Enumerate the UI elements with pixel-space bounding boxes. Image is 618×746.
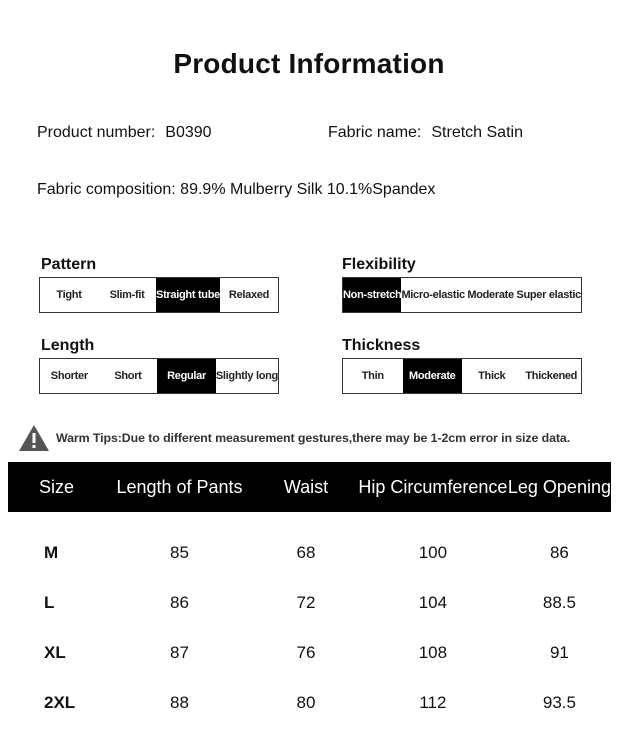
warm-tips	[18, 424, 570, 452]
table-cell: 76	[296, 643, 316, 662]
thickness-option: Thick	[478, 370, 506, 382]
length-label: Length	[41, 337, 95, 354]
product-number-label: Product number:	[37, 124, 156, 141]
header-waist: Waist	[254, 462, 358, 512]
table-cell: 104	[418, 593, 448, 612]
table-cell: 112	[419, 693, 447, 712]
table-cell: 91	[549, 643, 569, 662]
flexibility-option: Micro-elastic	[401, 289, 465, 301]
flexibility-option: Super elastic	[516, 289, 581, 301]
table-cell: 88	[170, 693, 189, 712]
composition-value: 89.9% Mulberry Silk 10.1%Spandex	[180, 181, 436, 198]
table-cell: 88.5	[542, 593, 576, 612]
composition-label: Fabric composition:	[37, 181, 176, 198]
size-cell: L	[44, 593, 55, 612]
size-table	[8, 462, 611, 728]
header-hip-circumference: Hip Circumference	[358, 462, 508, 512]
pattern-option: Relaxed	[228, 289, 270, 301]
flexibility-option: Moderate	[467, 289, 514, 301]
warning-triangle-icon	[18, 424, 50, 452]
table-cell: 68	[296, 543, 316, 562]
thickness-option: Thickened	[525, 370, 578, 382]
length-option: Short	[114, 370, 142, 382]
table-row	[8, 578, 611, 628]
size-cell: XL	[44, 643, 66, 662]
table-row	[8, 628, 611, 678]
table-cell: 85	[170, 543, 189, 562]
thickness-label: Thickness	[342, 337, 421, 354]
pattern-option: Straight tube	[156, 278, 220, 312]
size-cell: M	[44, 543, 59, 562]
pattern-label: Pattern	[41, 256, 97, 273]
product-number	[37, 124, 212, 142]
length-option: Slightly long	[215, 370, 278, 382]
warm-tips-text: Warm Tips:Due to different measurement gestures,there may be 1-2cm error in size data.	[56, 431, 571, 445]
fabric-name-label: Fabric name:	[328, 124, 422, 141]
table-cell: 87	[170, 643, 189, 662]
table-cell: 86	[170, 593, 189, 612]
flexibility-option: Non-stretch	[343, 278, 401, 312]
page-title: Product Information	[173, 48, 445, 79]
table-cell: 108	[418, 643, 448, 662]
table-row	[8, 678, 611, 728]
flexibility-scale	[342, 277, 582, 313]
length-scale	[39, 358, 279, 394]
fabric-composition	[37, 181, 435, 199]
length-option: Shorter	[50, 370, 88, 382]
header-size: Size	[8, 462, 105, 512]
thickness-scale	[342, 358, 582, 394]
header-length-of-pants: Length of Pants	[105, 462, 254, 512]
table-cell: 72	[296, 593, 316, 612]
table-cell: 80	[296, 693, 316, 712]
fabric-name	[328, 124, 523, 142]
pattern-option: Slim-fit	[109, 289, 145, 301]
fabric-name-value: Stretch Satin	[431, 124, 523, 141]
size-cell: 2XL	[44, 693, 76, 712]
thickness-option: Thin	[361, 370, 384, 382]
header-leg-opening: Leg Opening	[508, 462, 611, 512]
table-row	[8, 512, 611, 578]
pattern-scale	[39, 277, 279, 313]
length-option: Regular	[157, 359, 216, 393]
table-header-row	[8, 462, 611, 512]
flexibility-label: Flexibility	[342, 256, 416, 273]
table-cell: 93.5	[542, 693, 576, 712]
product-number-value: B0390	[165, 124, 212, 141]
table-cell: 86	[549, 543, 569, 562]
pattern-option: Tight	[56, 289, 82, 301]
thickness-option: Moderate	[403, 359, 463, 393]
table-cell: 100	[418, 543, 448, 562]
